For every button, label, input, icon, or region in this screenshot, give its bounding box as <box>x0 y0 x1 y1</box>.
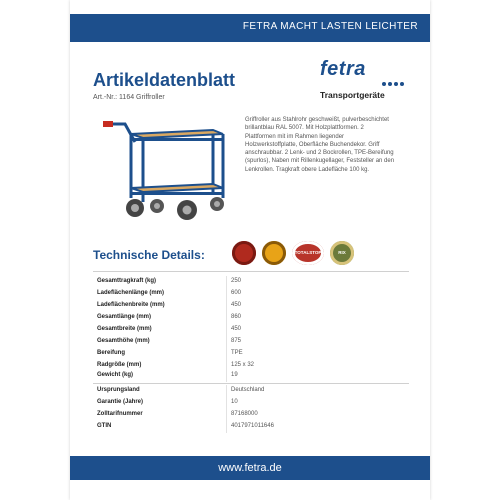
logo-wordmark: fetra <box>320 58 366 80</box>
table-row <box>97 385 409 397</box>
table-section-rule <box>93 383 409 384</box>
table-row <box>97 336 409 348</box>
quality-badge-icon <box>232 241 256 265</box>
header-slogan: FETRA MACHT LASTEN LEICHTER <box>242 21 418 32</box>
badge-row <box>232 241 392 267</box>
table-row <box>97 276 409 288</box>
row-label: Gesamthöhe (mm) <box>97 338 150 344</box>
table-row <box>97 324 409 336</box>
table-row <box>97 312 409 324</box>
row-value: 250 <box>231 278 242 284</box>
footer-band <box>70 456 430 480</box>
row-label: Zolltarifnummer <box>97 411 143 417</box>
warranty-badge-icon <box>262 241 286 265</box>
footer-url-link[interactable]: www.fetra.de <box>218 462 282 474</box>
row-value: 450 <box>231 326 242 332</box>
table-row <box>97 348 409 360</box>
table-row <box>97 288 409 300</box>
table-row <box>97 409 409 421</box>
row-value: TPE <box>231 350 243 356</box>
row-value: 860 <box>231 314 242 320</box>
row-value: 10 <box>231 399 238 405</box>
row-label: Radgröße (mm) <box>97 362 142 368</box>
table-row <box>97 421 409 433</box>
fetra-logo <box>320 58 410 88</box>
rix-badge-icon: RIX <box>330 241 354 265</box>
brand-tagline: Transportgeräte <box>320 90 385 100</box>
table-row <box>97 370 409 382</box>
product-image <box>95 112 240 222</box>
row-label: Gewicht (kg) <box>97 372 134 378</box>
row-value: 875 <box>231 338 242 344</box>
row-value: 450 <box>231 302 242 308</box>
row-label: Ursprungsland <box>97 387 140 393</box>
table-row <box>97 397 409 409</box>
row-value: 19 <box>231 372 238 378</box>
product-description: Griffroller aus Stahlrohr geschweißt, pulverbeschichtet brillantblau RAL 5007. Mit Holzplattformen. 2 Plattformen mit im Rahmen liegender Holzwerkstoffplatte, Oberfläche Buchendekor. Griff anschraubbar. 2 Lenk- und 2 Bockrollen, TPE-Bereifung (spurlos), Naben mit Rillenkugellager, Feststeller an den Lenkrollen. Tragkraft obere Ladefläche 100 kg. <box>245 117 395 173</box>
table-row <box>97 300 409 312</box>
row-label: Ladeflächenbreite (mm) <box>97 302 165 308</box>
row-label: Gesamtlänge (mm) <box>97 314 152 320</box>
row-label: Garantie (Jahre) <box>97 399 144 405</box>
row-value: 125 x 32 <box>231 362 255 368</box>
row-value: 4017971011646 <box>231 423 274 429</box>
logo-dots-icon <box>382 73 406 91</box>
row-label: Gesamtbreite (mm) <box>97 326 152 332</box>
row-value: Deutschland <box>231 387 265 393</box>
table-top-rule <box>93 271 409 272</box>
row-value: 87168000 <box>231 411 258 417</box>
row-value: 600 <box>231 290 242 296</box>
totalstop-badge-icon: TOTALSTOP <box>292 241 324 265</box>
row-label: GTIN <box>97 423 112 429</box>
tech-details-title: Technische Details: <box>93 248 205 262</box>
row-label: Gesamttragkraft (kg) <box>97 278 157 284</box>
page-title: Artikeldatenblatt <box>93 70 236 90</box>
row-label: Ladeflächenlänge (mm) <box>97 290 165 296</box>
article-number: Art.-Nr.: 1164 Griffroller <box>93 94 165 101</box>
header-band <box>70 14 430 42</box>
row-label: Bereifung <box>97 350 126 356</box>
